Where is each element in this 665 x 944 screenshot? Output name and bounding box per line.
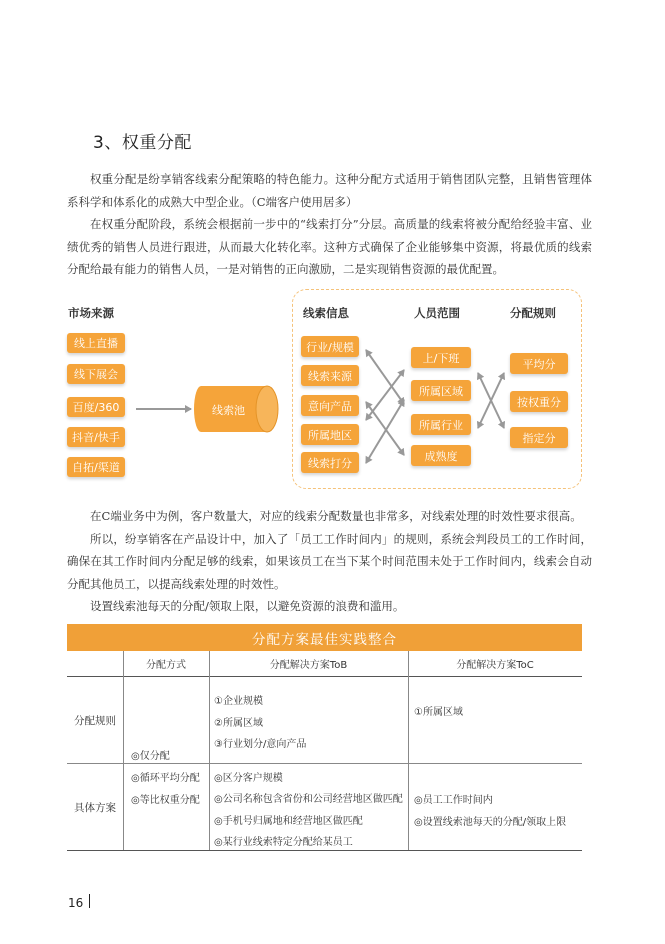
market-source-item: 自拓/渠道 — [67, 457, 125, 477]
allocation-rule-item: 按权重分 — [510, 391, 568, 412]
staff-scope-item: 成熟度 — [411, 445, 471, 466]
table-column-divider — [209, 651, 210, 850]
list-item: ①企业规模 — [214, 696, 263, 707]
list-item: ◎某行业线索特定分配给某员工 — [214, 836, 353, 848]
paragraph: 在权重分配阶段，系统会根据前一步中的“线索打分”分层。高质量的线索将被分配给经验丰富、业绩优秀的销售人员进行跟进，从而最大化转化率。这种方式确保了企业能够集中资源，将最优质的线索分配给最有能力的销售人员，一是对销售的正向激励，二是实现销售资源的最优配置。 — [67, 217, 592, 277]
rule-tob-list — [214, 691, 306, 756]
market-source-item: 线下展会 — [67, 364, 125, 384]
plan-toc-list — [414, 790, 566, 833]
staff-scope-title: 人员范围 — [414, 306, 460, 320]
list-item: ◎区分客户规模 — [214, 773, 283, 784]
list-item: ③行业划分/意向产品 — [214, 739, 307, 750]
page-number-divider — [89, 894, 90, 908]
list-item: ②所属区域 — [214, 717, 263, 729]
table-column-divider — [408, 651, 409, 850]
row-label-concrete-plan: 具体方案 — [74, 802, 116, 814]
section-heading: 3、权重分配 — [93, 133, 192, 153]
rule-toc-list — [414, 703, 463, 718]
market-source-item: 百度/360 — [67, 397, 125, 417]
paragraph: 权重分配是纷享销客线索分配策略的特色能力。这种分配方式适用于销售团队完整，且销售管理体系科学和体系化的成熟大中型企业。（C端客户使用居多） — [67, 172, 592, 209]
lead-info-item: 行业/规模 — [301, 336, 359, 357]
lead-info-item: 线索打分 — [301, 452, 359, 473]
list-item: ◎循环平均分配 — [131, 773, 200, 784]
allocation-rule-title: 分配规则 — [510, 306, 556, 320]
paragraph: 所以，纷享销客在产品设计中，加入了「员工工作时间内」的规则，系统会判段员工的工作时间，确保在其工作时间内分配足够的线索，如果该员工在当下某个时间范围未处于工作时间内，线索会自动分配其他员工，以提高线索处理的时效性。 — [67, 531, 592, 591]
staff-scope-item: 上/下班 — [411, 347, 471, 368]
table-header: 分配解决方案ToB — [269, 660, 348, 671]
list-item: ◎设置线索池每天的分配/领取上限 — [414, 816, 567, 828]
lead-pool-label: 线索池 — [212, 404, 245, 417]
paragraph: 设置线索池每天的分配/领取上限，以避免资源的浪费和滥用。 — [90, 599, 405, 614]
market-source-item: 抖音/快手 — [67, 427, 125, 447]
allocation-rule-item: 指定分 — [510, 427, 568, 448]
lead-info-item: 意向产品 — [301, 395, 359, 416]
table-header: 分配方式 — [146, 660, 186, 671]
list-item: ◎公司名称包含省份和公司经营地区做匹配 — [214, 794, 403, 806]
followup-paragraphs — [67, 505, 592, 618]
staff-scope-item: 所属行业 — [411, 414, 471, 435]
allocation-rule-item: 平均分 — [510, 353, 568, 374]
market-source-item: 线上直播 — [67, 333, 125, 353]
table-divider — [67, 676, 582, 677]
list-item: ◎仅分配 — [131, 751, 170, 762]
lead-info-item: 所属地区 — [301, 424, 359, 445]
market-source-title: 市场来源 — [68, 306, 114, 320]
lead-info-title: 线索信息 — [303, 306, 349, 320]
row-label-allocation-rule: 分配规则 — [74, 715, 116, 727]
list-item: ◎员工工作时间内 — [414, 795, 493, 806]
list-item: ◎等比权重分配 — [131, 795, 200, 806]
plan-tob-list — [214, 768, 403, 853]
paragraph: 在C端业务中为例，客户数量大，对应的线索分配数量也非常多，对线索处理的时效性要求很高。 — [90, 509, 582, 523]
table-column-divider — [123, 651, 124, 850]
table-title: 分配方案最佳实践整合 — [67, 624, 582, 651]
allocation-method-list — [131, 746, 200, 812]
list-item: ◎手机号归属地和经营地区做匹配 — [214, 815, 363, 827]
page-number: 16 — [68, 896, 84, 910]
list-item: ①所属区域 — [414, 707, 463, 718]
staff-scope-item: 所属区域 — [411, 380, 471, 401]
lead-info-item: 线索来源 — [301, 365, 359, 386]
table-header: 分配解决方案ToC — [456, 660, 534, 671]
